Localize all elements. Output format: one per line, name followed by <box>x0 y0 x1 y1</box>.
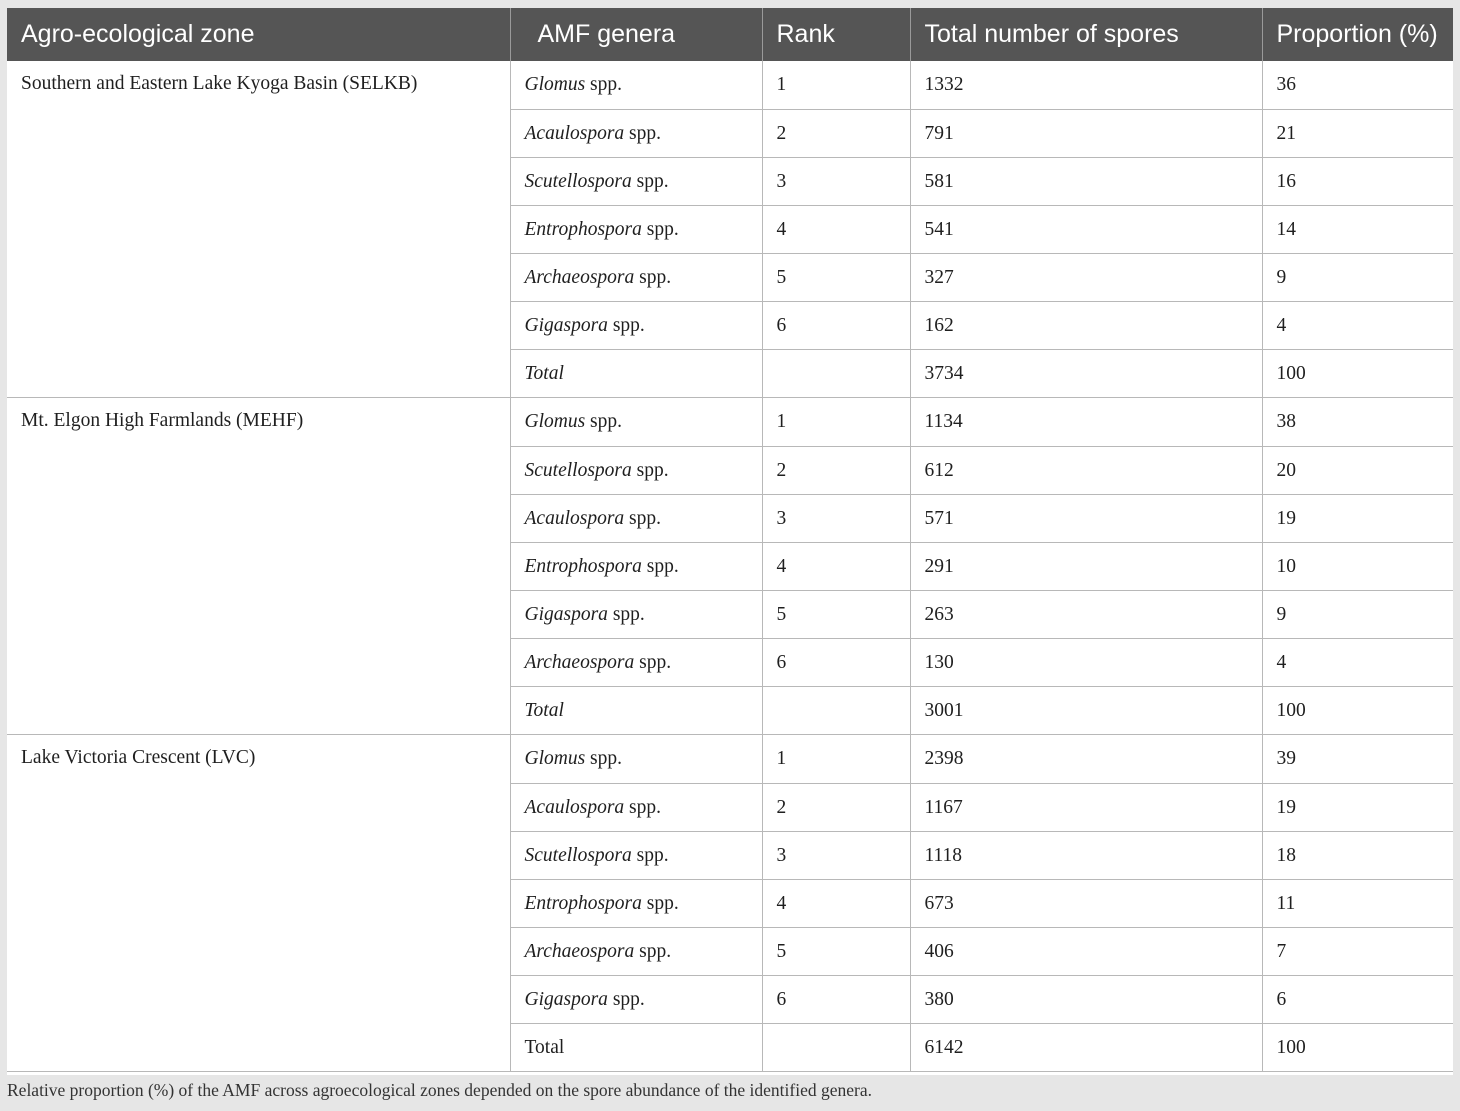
proportion-cell: 14 <box>1262 206 1453 254</box>
proportion-cell: 38 <box>1262 398 1453 447</box>
spores-cell: 406 <box>910 928 1262 976</box>
spores-cell: 571 <box>910 495 1262 543</box>
genus-suffix: spp. <box>607 988 645 1010</box>
proportion-cell: 18 <box>1262 832 1453 880</box>
rank-cell: 1 <box>762 398 910 447</box>
proportion-cell: 4 <box>1262 302 1453 350</box>
genus-suffix: spp. <box>607 314 645 336</box>
total-rank-cell <box>762 350 910 398</box>
genus-name: Archaeospora <box>524 940 635 962</box>
rank-cell: 4 <box>762 880 910 928</box>
genus-suffix: spp. <box>585 411 623 432</box>
genus-suffix: spp. <box>634 266 672 288</box>
total-proportion: 100 <box>1262 350 1453 398</box>
rank-cell: 5 <box>762 928 910 976</box>
genus-cell <box>510 61 762 110</box>
table-row <box>7 61 1453 110</box>
spores-cell: 2398 <box>910 735 1262 784</box>
spores-cell: 130 <box>910 639 1262 687</box>
table-body <box>7 61 1453 1072</box>
zone-cell: Southern and Eastern Lake Kyoga Basin (SELKB) <box>7 61 510 398</box>
total-proportion: 100 <box>1262 687 1453 735</box>
genus-name: Glomus <box>524 74 586 95</box>
genus-name: Gigaspora <box>524 314 608 336</box>
proportion-cell: 4 <box>1262 639 1453 687</box>
genus-name: Archaeospora <box>524 651 635 673</box>
total-label: Total <box>510 687 762 735</box>
genus-suffix: spp. <box>631 170 669 192</box>
total-spores: 3734 <box>910 350 1262 398</box>
genus-name: Acaulospora <box>524 122 625 144</box>
spores-cell: 791 <box>910 110 1262 158</box>
genus-name: Acaulospora <box>524 796 625 818</box>
total-label: Total <box>510 1024 762 1072</box>
header-rank: Rank <box>762 8 910 61</box>
spores-cell: 162 <box>910 302 1262 350</box>
total-label: Total <box>510 350 762 398</box>
total-proportion: 100 <box>1262 1024 1453 1072</box>
genus-suffix: spp. <box>585 748 623 769</box>
genus-suffix: spp. <box>624 507 662 529</box>
rank-cell: 6 <box>762 976 910 1024</box>
genus-cell <box>510 543 762 591</box>
genus-cell <box>510 495 762 543</box>
genus-suffix: spp. <box>607 603 645 625</box>
genus-cell <box>510 928 762 976</box>
genus-name: Entrophospora <box>524 218 642 240</box>
rank-cell: 5 <box>762 591 910 639</box>
header-proportion: Proportion (%) <box>1262 8 1453 61</box>
proportion-cell: 36 <box>1262 61 1453 110</box>
genus-name: Glomus <box>524 748 586 769</box>
genus-cell <box>510 158 762 206</box>
spores-cell: 1167 <box>910 784 1262 832</box>
zone-cell: Lake Victoria Crescent (LVC) <box>7 735 510 1072</box>
proportion-cell: 16 <box>1262 158 1453 206</box>
genus-cell <box>510 880 762 928</box>
genus-cell <box>510 254 762 302</box>
rank-cell: 6 <box>762 639 910 687</box>
genus-suffix: spp. <box>631 844 669 866</box>
genus-cell <box>510 447 762 495</box>
genus-suffix: spp. <box>634 651 672 673</box>
header-genera: AMF genera <box>510 8 762 61</box>
proportion-cell: 19 <box>1262 495 1453 543</box>
genus-name: Scutellospora <box>524 459 632 481</box>
genus-suffix: spp. <box>634 940 672 962</box>
genus-name: Entrophospora <box>524 555 642 577</box>
genus-suffix: spp. <box>585 74 623 95</box>
proportion-cell: 11 <box>1262 880 1453 928</box>
total-rank-cell <box>762 1024 910 1072</box>
spores-cell: 612 <box>910 447 1262 495</box>
header-spores: Total number of spores <box>910 8 1262 61</box>
rank-cell: 5 <box>762 254 910 302</box>
proportion-cell: 9 <box>1262 254 1453 302</box>
rank-cell: 1 <box>762 735 910 784</box>
header-zone: Agro-ecological zone <box>7 8 510 61</box>
spores-cell: 673 <box>910 880 1262 928</box>
genus-suffix: spp. <box>641 555 679 577</box>
rank-cell: 1 <box>762 61 910 110</box>
genus-name: Gigaspora <box>524 603 608 625</box>
proportion-cell: 19 <box>1262 784 1453 832</box>
rank-cell: 4 <box>762 206 910 254</box>
spores-cell: 1332 <box>910 61 1262 110</box>
genus-name: Archaeospora <box>524 266 635 288</box>
rank-cell: 3 <box>762 495 910 543</box>
zone-cell: Mt. Elgon High Farmlands (MEHF) <box>7 398 510 735</box>
genus-cell <box>510 206 762 254</box>
table-row <box>7 398 1453 447</box>
rank-cell: 2 <box>762 784 910 832</box>
spores-cell: 327 <box>910 254 1262 302</box>
spores-cell: 581 <box>910 158 1262 206</box>
genus-name: Glomus <box>524 411 586 432</box>
spores-cell: 291 <box>910 543 1262 591</box>
total-spores: 3001 <box>910 687 1262 735</box>
proportion-cell: 6 <box>1262 976 1453 1024</box>
proportion-cell: 10 <box>1262 543 1453 591</box>
rank-cell: 3 <box>762 158 910 206</box>
amf-spore-table <box>7 8 1453 1072</box>
rank-cell: 2 <box>762 110 910 158</box>
rank-cell: 3 <box>762 832 910 880</box>
proportion-cell: 20 <box>1262 447 1453 495</box>
genus-cell <box>510 976 762 1024</box>
genus-cell <box>510 639 762 687</box>
proportion-cell: 21 <box>1262 110 1453 158</box>
genus-name: Scutellospora <box>524 170 632 192</box>
total-spores: 6142 <box>910 1024 1262 1072</box>
rank-cell: 4 <box>762 543 910 591</box>
genus-suffix: spp. <box>631 459 669 481</box>
genus-cell <box>510 110 762 158</box>
proportion-cell: 39 <box>1262 735 1453 784</box>
genus-name: Acaulospora <box>524 507 625 529</box>
table-frame <box>7 8 1453 1075</box>
spores-cell: 1118 <box>910 832 1262 880</box>
genus-cell <box>510 398 762 447</box>
genus-suffix: spp. <box>641 892 679 914</box>
spores-cell: 541 <box>910 206 1262 254</box>
genus-cell <box>510 784 762 832</box>
genus-suffix: spp. <box>624 796 662 818</box>
spores-cell: 1134 <box>910 398 1262 447</box>
proportion-cell: 9 <box>1262 591 1453 639</box>
genus-name: Gigaspora <box>524 988 608 1010</box>
rank-cell: 2 <box>762 447 910 495</box>
genus-cell <box>510 591 762 639</box>
table-header <box>7 8 1453 61</box>
genus-suffix: spp. <box>624 122 662 144</box>
table-row <box>7 735 1453 784</box>
total-rank-cell <box>762 687 910 735</box>
genus-cell <box>510 302 762 350</box>
genus-cell <box>510 735 762 784</box>
genus-suffix: spp. <box>641 218 679 240</box>
genus-name: Scutellospora <box>524 844 632 866</box>
header-row <box>7 8 1453 61</box>
spores-cell: 263 <box>910 591 1262 639</box>
spores-cell: 380 <box>910 976 1262 1024</box>
rank-cell: 6 <box>762 302 910 350</box>
proportion-cell: 7 <box>1262 928 1453 976</box>
genus-name: Entrophospora <box>524 892 642 914</box>
genus-cell <box>510 832 762 880</box>
table-footnote: Relative proportion (%) of the AMF across agroecological zones depended on the spore abundance of the identified genera. <box>7 1080 872 1100</box>
